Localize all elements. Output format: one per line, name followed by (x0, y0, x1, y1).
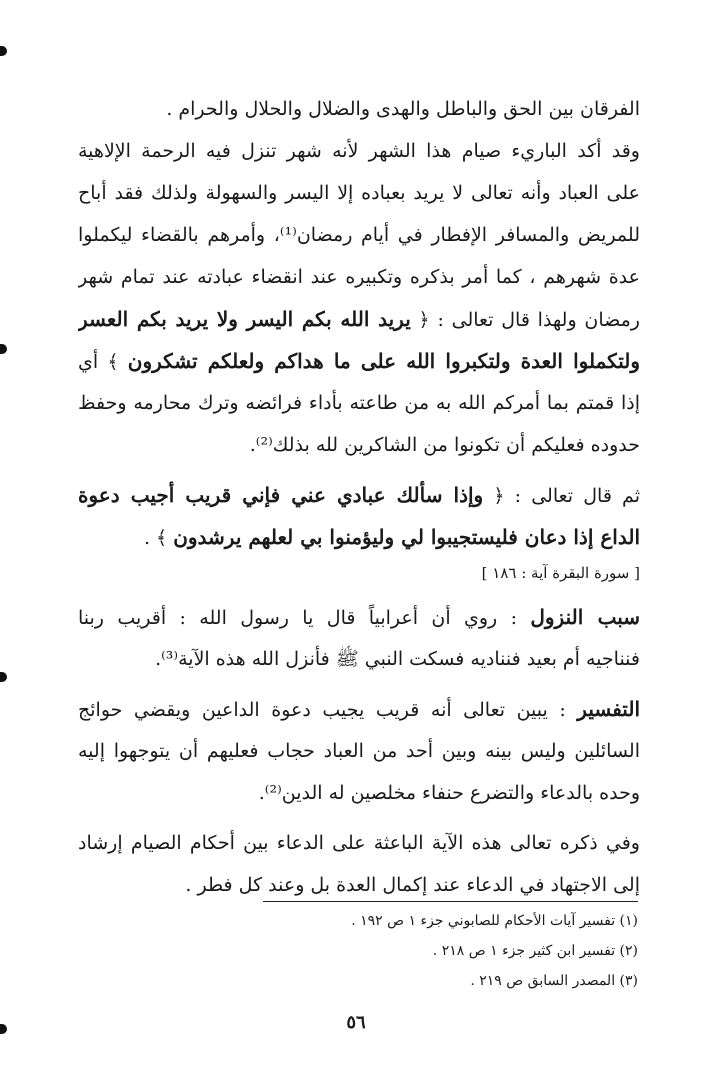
footnote-divider (263, 901, 638, 902)
quran-verse: يريد الله بكم اليسر ولا يريد بكم العسر (78, 307, 411, 331)
section-heading: سبب النزول (530, 605, 640, 629)
page-number: ٥٦ (346, 1012, 366, 1033)
text-line (78, 688, 640, 730)
text-line (78, 340, 640, 382)
text-line: عدة شهرهم ، كما أمر بذكره وتكبيره عند انقضاء عبادته عند تمام شهر (78, 266, 640, 288)
margin-mark (0, 46, 7, 56)
footnotes (263, 906, 638, 996)
text-line (78, 474, 640, 516)
text-line: وفي ذكره تعالى هذه الآية الباعثة على الدعاء بين أحكام الصيام إرشاد (78, 832, 640, 854)
text-line: فنناجيه أم بعيد فنناديه فسكت النبي ﷺ فأنزل الله هذه الآية⁽³⁾. (155, 648, 640, 670)
text-line: إلى الاجتهاد في الدعاء عند إكمال العدة بل وعند كل فطر . (185, 874, 640, 896)
plain-text: : روي أن أعرابياً قال يا رسول الله : أقريب ربنا (78, 607, 531, 629)
text-line (78, 298, 640, 340)
text-line (78, 596, 640, 638)
footnote: (٢) تفسير ابن كثير جزء ١ ص ٢١٨ . (432, 943, 638, 959)
text-line (78, 516, 640, 558)
footnote: (١) تفسير آيات الأحكام للصابوني جزء ١ ص ١٩٢ . (351, 913, 638, 929)
text-line: إذا قمتم بما أمركم الله به من طاعته بأداء فرائضه وترك محارمه وحفظ (78, 392, 640, 414)
verse-reference: [ سورة البقرة آية : ١٨٦ ] (481, 564, 640, 582)
plain-text: ﴾ . (143, 527, 174, 549)
main-text (78, 88, 640, 906)
quran-verse: ولتكملوا العدة ولتكبروا الله على ما هداكم ولعلكم تشكرون (127, 349, 640, 373)
plain-text: ﴾ أي (78, 351, 128, 373)
text-line: وحده بالدعاء والتضرع حنفاء مخلصين له الدين⁽²⁾. (258, 782, 640, 804)
section-heading: التفسير (577, 697, 640, 721)
margin-mark (0, 344, 7, 354)
plain-text: ثم قال تعالى : ﴿ (483, 485, 640, 507)
margin-mark (0, 672, 7, 682)
quran-verse: وإذا سألك عبادي عني فإني قريب أجيب دعوة (78, 483, 484, 507)
footnote: (٣) المصدر السابق ص ٢١٩ . (470, 973, 638, 989)
text-line: للمريض والمسافر الإفطار في أيام رمضان⁽¹⁾، وأمرهم بالقضاء ليكملوا (78, 224, 640, 246)
text-line: الفرقان بين الحق والباطل والهدى والضلال والحلال والحرام . (166, 98, 640, 120)
plain-text: رمضان ولهذا قال تعالى : ﴿ (410, 309, 640, 331)
plain-text: : يبين تعالى أنه قريب يجيب دعوة الداعين ويقضي حوائج (78, 699, 578, 721)
text-line: حدوده فعليكم أن تكونوا من الشاكرين لله بذلك⁽²⁾. (249, 434, 640, 456)
text-line: على العباد وأنه تعالى لا يريد بعباده إلا اليسر والسهولة ولذلك فقد أباح (78, 182, 640, 204)
text-line: السائلين وليس بينه وبين أحد من العباد حجاب فعليهم أن يتوجهوا إليه (78, 740, 640, 762)
quran-verse: الداع إذا دعان فليستجيبوا لي وليؤمنوا بي لعلهم يرشدون (173, 525, 640, 549)
text-line: وقد أكد الباريء صيام هذا الشهر لأنه شهر تنزل فيه الرحمة الإلاهية (78, 140, 640, 162)
